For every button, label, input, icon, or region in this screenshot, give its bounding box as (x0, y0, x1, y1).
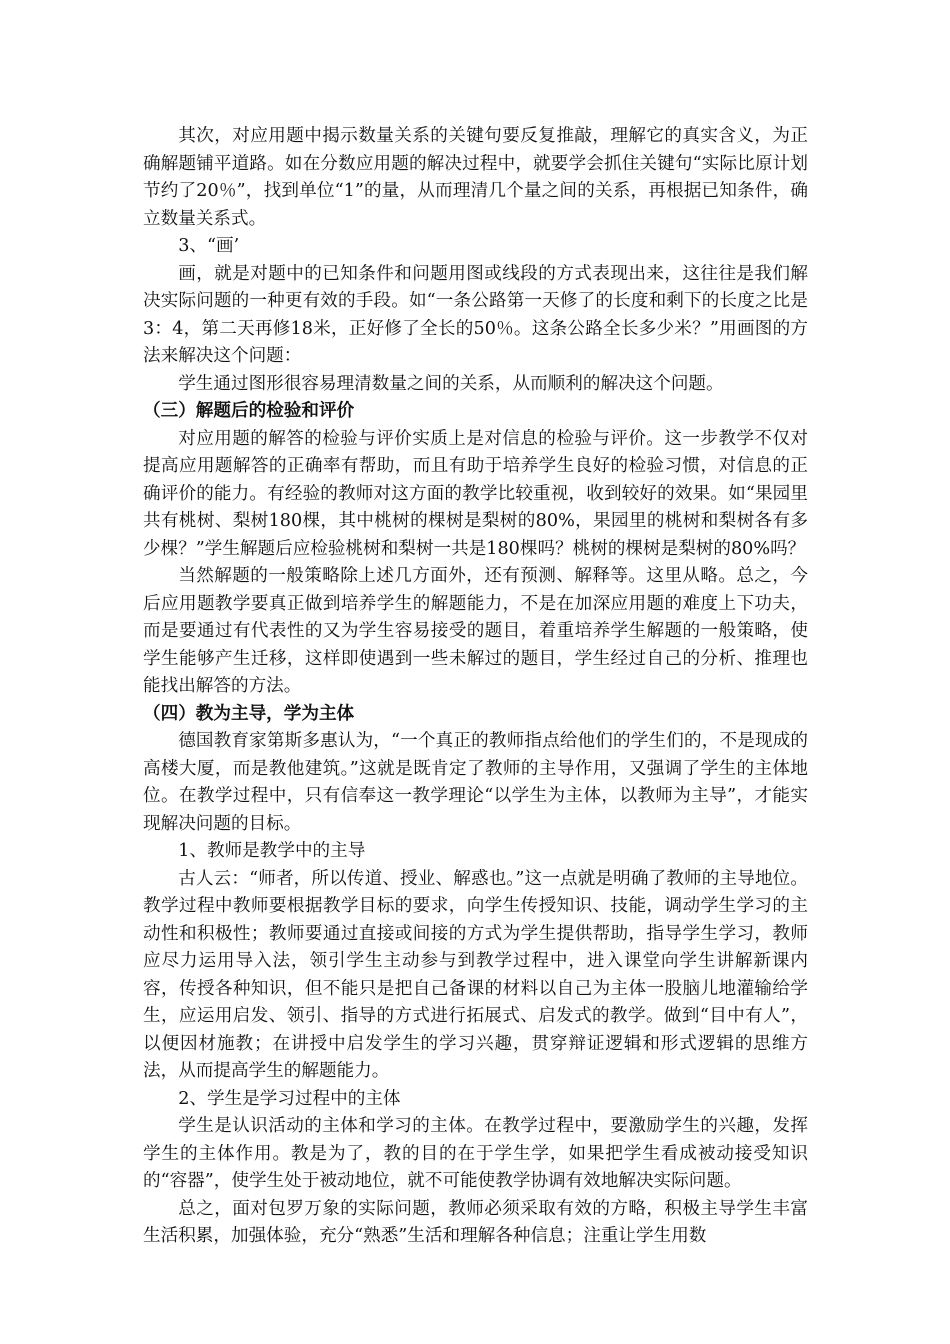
subheading-teacher-leads: 1、教师是教学中的主导 (178, 841, 366, 861)
paragraph-verification: 对应用题的解答的检验与评价实质上是对信息的检验与评价。这一步教学不仅对提高应用题解答的正确率有帮助，而且有助于培养学生良好的检验习惯，对信息的正确评价的能力。有经验的教师对这方面的教学比较重视，收到较好的效果。如“果园里共有桃树、梨树180棵，其中桃树的棵树是梨树的80%，果园里的桃树和梨树各有多少棵？”学生解题后应检验桃树和梨树一共是180棵吗？桃树的棵树是梨树的80%吗？ (143, 428, 808, 559)
section-heading-3: （三）解题后的检验和评价 (143, 401, 355, 421)
section-heading-4: （四）教为主导，学为主体 (143, 703, 355, 724)
paragraph-key-sentence: 其次，对应用题中揭示数量关系的关键句要反复推敲，理解它的真实含义，为正确解题铺平道路。如在分数应用题的解决过程中，就要学会抓住关键句“实际比原计划节约了20％”，找到单位“1”的量，从而理清几个量之间的关系，再根据已知条件，确立数量关系式。 (143, 126, 808, 229)
paragraph-strategy-summary: 当然解题的一般策略除上述几方面外，还有预测、解释等。这里从略。总之，今后应用题教学要真正做到培养学生的解题能力，不是在加深应用题的难度上下功夫，而是要通过有代表性的又为学生容易接受的题目，着重培养学生解题的一般策略，使学生能够产生迁移，这样即使遇到一些未解过的题目，学生经过自己的分析、推理也能找出解答的方法。 (143, 566, 808, 696)
paragraph-draw-method: 画，就是对题中的已知条件和问题用图或线段的方式表现出来，这往往是我们解决实际问题的一种更有效的手段。如“一条公路第一天修了的长度和剩下的长度之比是3：4，第二天再修18米，正好修了全长的50％。这条公路全长多少米？”用画图的方法来解决这个问题： (143, 263, 808, 366)
paragraph-student-role: 学生是认识活动的主体和学习的主体。在教学过程中，要激励学生的兴趣，发挥学生的主体作用。教是为了，教的目的在于学生学，如果把学生看成被动接受知识的“容器”，使学生处于被动地位，就不可能使教学协调有效地解决实际问题。 (143, 1116, 808, 1191)
paragraph-draw-result: 学生通过图形很容易理清数量之间的关系，从而顺利的解决这个问题。 (178, 373, 724, 394)
paragraph-teacher-role: 古人云：“师者，所以传道、授业、解惑也。”这一点就是明确了教师的主导地位。教学过程中教师要根据教学目标的要求，向学生传授知识、技能，调动学生学习的主动性和积极性；教师要通过直接或间接的方式为学生提供帮助，指导学生学习，教师应尽力运用导入法，领引学生主动参与到教学过程中，进入课堂向学生讲解新课内容，传授各种知识，但不能只是把自己备课的材料以自己为主体一股脑儿地灌输给学生，应运用启发、领引、指导的方式进行拓展式、启发式的教学。做到“目中有人”，以便因材施教；在讲授中启发学生的学习兴趣，贯穿辩证逻辑和形式逻辑的思维方法，从而提高学生的解题能力。 (143, 868, 808, 1081)
subheading-student-subject: 2、学生是学习过程中的主体 (178, 1088, 401, 1109)
document-page (143, 123, 808, 1251)
paragraph-diesterweg-quote: 德国教育家第斯多惠认为，“一个真正的教师指点给他们的学生们的，不是现成的高楼大厦，而是教他建筑。”这就是既肯定了教师的主导作用，又强调了学生的主体地位。在教学过程中，只有信奉这一教学理论“以学生为主体，以教师为主导”，才能实现解决问题的目标。 (143, 731, 808, 834)
paragraph-conclusion: 总之，面对包罗万象的实际问题，教师必须采取有效的方略，积极主导学生丰富生活积累，加强体验，充分“熟悉”生活和理解各种信息；注重让学生用数 (143, 1198, 808, 1246)
subheading-draw: 3、“画’ (178, 236, 240, 256)
